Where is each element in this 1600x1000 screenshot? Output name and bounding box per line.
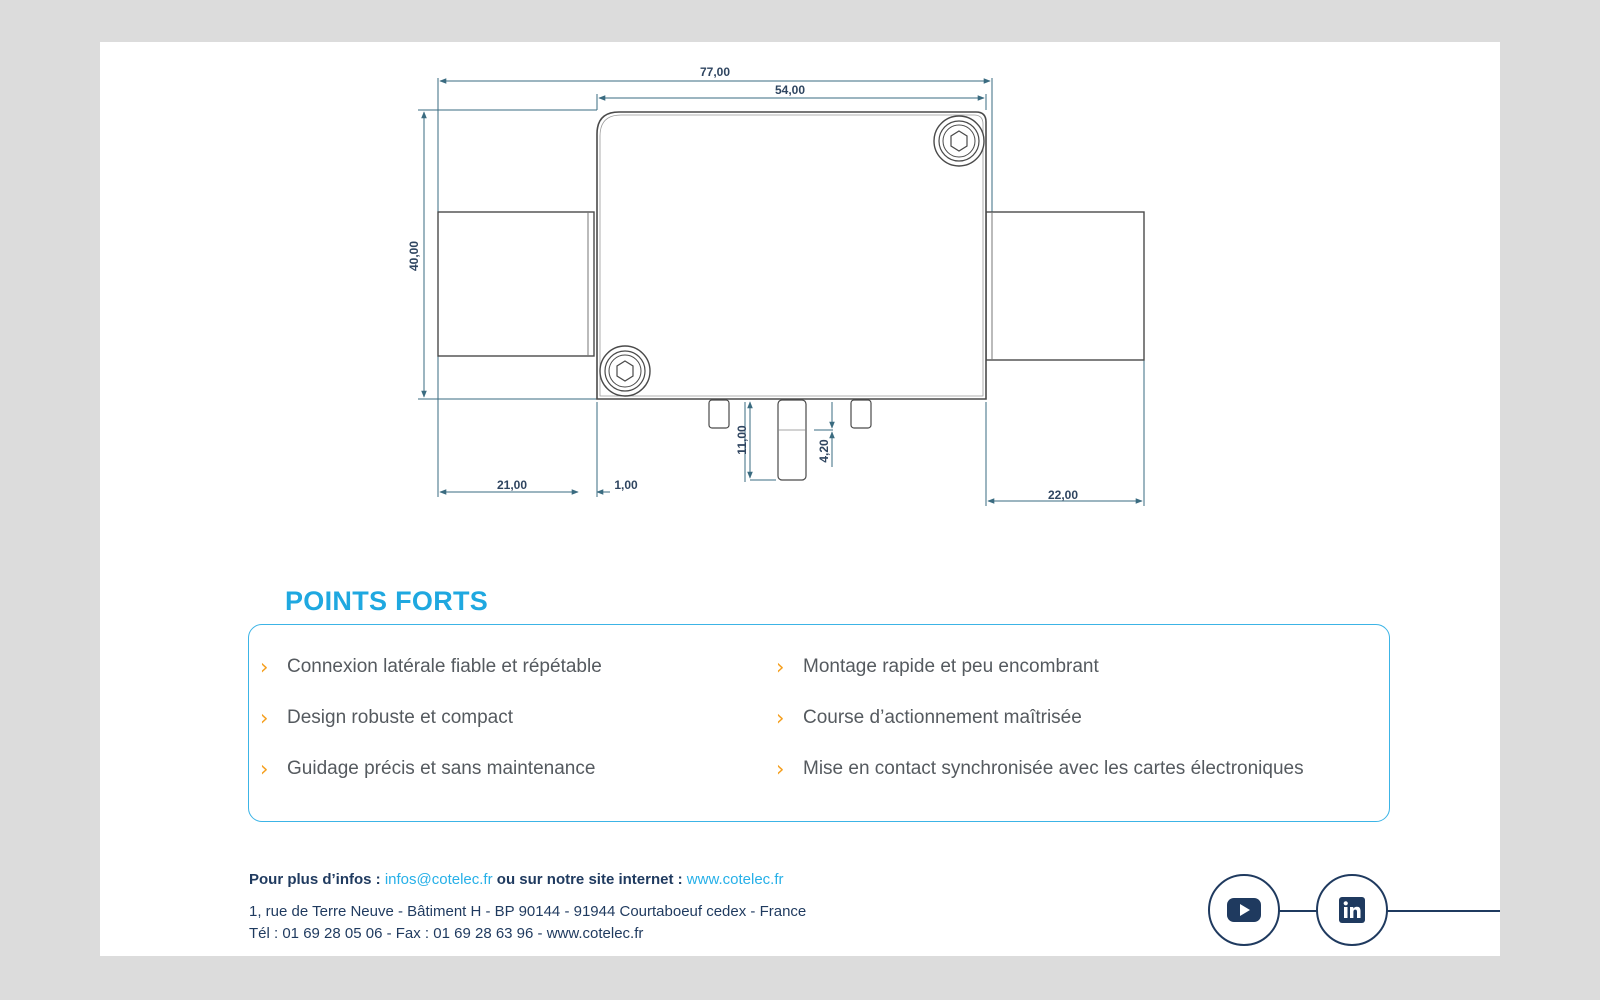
list-item — [776, 656, 1304, 707]
dim-pin-offset: 4,20 — [817, 439, 831, 463]
list-item-text: Design robuste et compact — [287, 707, 514, 728]
points-forts-title: POINTS FORTS — [267, 586, 506, 617]
chevron-right-icon: › — [776, 757, 785, 781]
email-link[interactable]: infos@cotelec.fr — [384, 871, 493, 888]
points-forts-right-column — [776, 656, 1304, 809]
list-item — [776, 758, 1304, 809]
linkedin-icon — [1339, 897, 1365, 923]
dim-left-part: 21,00 — [496, 478, 528, 492]
list-item — [260, 758, 602, 809]
list-item — [776, 707, 1304, 758]
youtube-icon — [1227, 898, 1261, 922]
list-item-text: Guidage précis et sans maintenance — [287, 758, 596, 779]
list-item — [260, 656, 602, 707]
youtube-button[interactable] — [1208, 874, 1280, 946]
points-forts-left-column — [260, 656, 602, 809]
list-item-text: Connexion latérale fiable et répétable — [287, 656, 602, 677]
chevron-right-icon: › — [776, 706, 785, 730]
dim-body-width: 54,00 — [774, 83, 806, 97]
technical-drawing — [100, 42, 1500, 542]
datasheet-page — [100, 42, 1500, 956]
social-trailing-line — [1386, 910, 1500, 912]
chevron-right-icon: › — [776, 655, 785, 679]
chevron-right-icon: › — [260, 706, 269, 730]
contact-intro: Pour plus d’infos : — [249, 871, 385, 888]
phone-fax-line: Tél : 01 69 28 05 06 - Fax : 01 69 28 63 96 - www.cotelec.fr — [249, 925, 644, 942]
list-item-text: Montage rapide et peu encombrant — [803, 656, 1099, 677]
address-line: 1, rue de Terre Neuve - Bâtiment H - BP 90144 - 91944 Courtaboeuf cedex - France — [249, 903, 807, 920]
dim-gap: 1,00 — [614, 478, 638, 492]
dim-total-width: 77,00 — [699, 65, 731, 79]
website-link[interactable]: www.cotelec.fr — [686, 871, 784, 888]
list-item — [260, 707, 602, 758]
chevron-right-icon: › — [260, 757, 269, 781]
linkedin-button[interactable] — [1316, 874, 1388, 946]
contact-middle: ou sur notre site internet : — [492, 871, 687, 888]
dim-right-part: 22,00 — [1047, 488, 1079, 502]
contact-line — [249, 871, 784, 888]
dim-pin-length: 11,00 — [735, 425, 749, 455]
list-item-text: Mise en contact synchronisée avec les cartes électroniques — [803, 758, 1304, 779]
social-connector-line — [1278, 910, 1318, 912]
list-item-text: Course d’actionnement maîtrisée — [803, 707, 1082, 728]
chevron-right-icon: › — [260, 655, 269, 679]
dim-height: 40,00 — [407, 240, 421, 272]
